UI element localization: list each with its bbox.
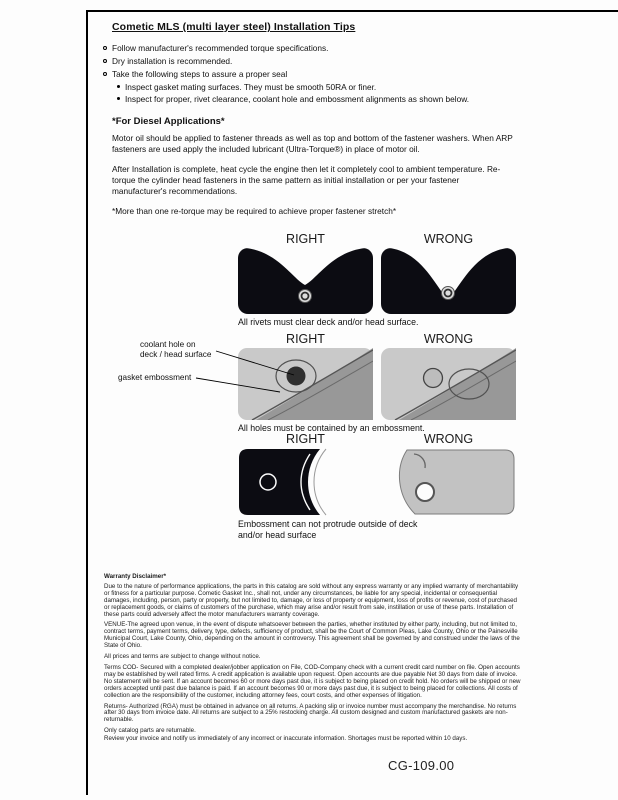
diesel-applications-heading: *For Diesel Applications* [112, 116, 225, 127]
list-item [103, 68, 523, 81]
disclaimer-paragraph: Terms COD- Secured with a completed dealer/jobber application on File, COD-Company check with a current credit card number on file. Open accounts may be established by well rated firms. A credit application is available upon request. Open accounts are due payable Net 30 days from date of invoice. No statement will be sent. If an account becomes 60 or more days past due, it is subject to being placed on credit hold. No orders will be shipped or new orders accepted until past due balance is paid. If an account becomes 90 or more days past due, it is subject to being placed for collections. All costs of collection are the responsibility of the customer, including attorney fees, court costs, and other expenses of litigation. [104, 663, 521, 699]
tip-text: Inspect for proper, rivet clearance, coolant hole and embossment alignments as shown below. [125, 94, 470, 104]
list-item [103, 55, 523, 68]
circle-bullet-icon [103, 59, 107, 63]
dot-bullet-icon [117, 97, 120, 100]
right-label: RIGHT [286, 332, 325, 346]
disclaimer-heading: Warranty Disclaimer* [104, 573, 167, 580]
page-title: Cometic MLS (multi layer steel) Installation Tips [112, 21, 356, 33]
diagram-embossment-right [238, 348, 373, 420]
list-item [117, 93, 523, 105]
right-label: RIGHT [286, 432, 325, 446]
diagram-caption: All holes must be contained by an embossment. [238, 423, 425, 433]
diagram-caption: Embossment can not protrude outside of deck and/or head surface [238, 519, 418, 540]
page-frame-top-rule [86, 10, 618, 12]
callout-line: deck / head surface [140, 349, 212, 359]
wrong-label: WRONG [423, 232, 474, 246]
diagram-protrusion-wrong [381, 448, 516, 516]
document-number: CG-109.00 [388, 758, 455, 773]
disclaimer-paragraph: All prices and terms are subject to change without notice. [104, 653, 261, 661]
diagram-protrusion-right [238, 448, 373, 516]
installation-tips-list [103, 42, 523, 105]
warranty-disclaimer [104, 574, 524, 747]
disclaimer-paragraph: Due to the nature of performance applications, the parts in this catalog are sold without any express warranty or any implied warranty of merchantability or fitness for a particular purpose. Cometic Gasket Inc., shall not, under any circumstances, be liable for any special, incidental or consequential damages, including, person, party or property, but not limited to, damage, or loss of property or equipment, loss of profits or revenue, cost of purchased or replacement goods, or claims of customers of the purchase, which may arise and/or result from sale, instillation or use of these parts. Installation of these parts could adversely affect the motor manufacturers warranty coverage. [104, 582, 519, 618]
disclaimer-paragraph: Returns- Authorized (RGA) must be obtained in advance on all returns. A packing slip or invoice number must accompany the merchandise. No returns after 30 days from invoice date. All returns are subject to a 25% restocking charge. All custom designed and custom manufactured gaskets are non-returnable. [104, 702, 517, 724]
list-item [117, 81, 523, 93]
circle-bullet-icon [103, 46, 107, 50]
retorque-note: *More than one re-torque may be required to achieve proper fastener stretch* [112, 206, 397, 216]
diagram-caption: All rivets must clear deck and/or head surface. [238, 317, 419, 327]
page-frame-left-rule [86, 10, 88, 795]
diagram-embossment-wrong [381, 348, 516, 420]
diagram-rivet-right [238, 248, 373, 314]
gasket-embossment-callout: gasket embossment [118, 373, 192, 382]
disclaimer-paragraph: Review your invoice and notify us immediately of any incorrect or inaccurate information. Shortages must be reported within 10 days. [104, 735, 468, 743]
right-label: RIGHT [286, 232, 325, 246]
diagram-rivet-wrong [381, 248, 516, 314]
dot-bullet-icon [117, 85, 120, 88]
wrong-label: WRONG [423, 332, 474, 346]
paragraph: After Installation is complete, heat cycle the engine then let it completely cool to ambient temperature. Re-torque the cylinder head fasteners in the same pattern as initial installation or per your fastener manufacturer's recommendations. [112, 164, 501, 196]
list-item [103, 42, 523, 55]
tip-text: Follow manufacturer's recommended torque specifications. [112, 43, 329, 53]
circle-bullet-icon [103, 72, 107, 76]
paragraph: Motor oil should be applied to fastener threads as well as top and bottom of the fastener washers. When ARP fasteners are used apply the included lubricant (Ultra-Torque®) in place of motor oil. [112, 133, 513, 154]
coolant-hole-callout [140, 340, 225, 359]
tip-text: Dry installation is recommended. [112, 56, 233, 66]
tip-text: Take the following steps to assure a proper seal [112, 69, 288, 79]
disclaimer-paragraph: VENUE-The agreed upon venue, in the event of dispute whatsoever between the parties, whether instituted by either party, including, but not limited to, contract terms, payment terms, delivery, type, defects, sufficiency of product, shall be the Court of Common Pleas, Lake County, Ohio or the Painesville Municipal Court, Lake County, Ohio, depending on the amount in controversy. This agreement shall be governed by and construed under the laws of the State of Ohio. [104, 621, 520, 650]
disclaimer-paragraph: Only catalog parts are returnable. [104, 727, 196, 735]
tip-text: Inspect gasket mating surfaces. They must be smooth 50RA or finer. [125, 82, 377, 92]
wrong-label: WRONG [423, 432, 474, 446]
diesel-applications-body [112, 133, 514, 226]
callout-line: coolant hole on [140, 340, 196, 349]
